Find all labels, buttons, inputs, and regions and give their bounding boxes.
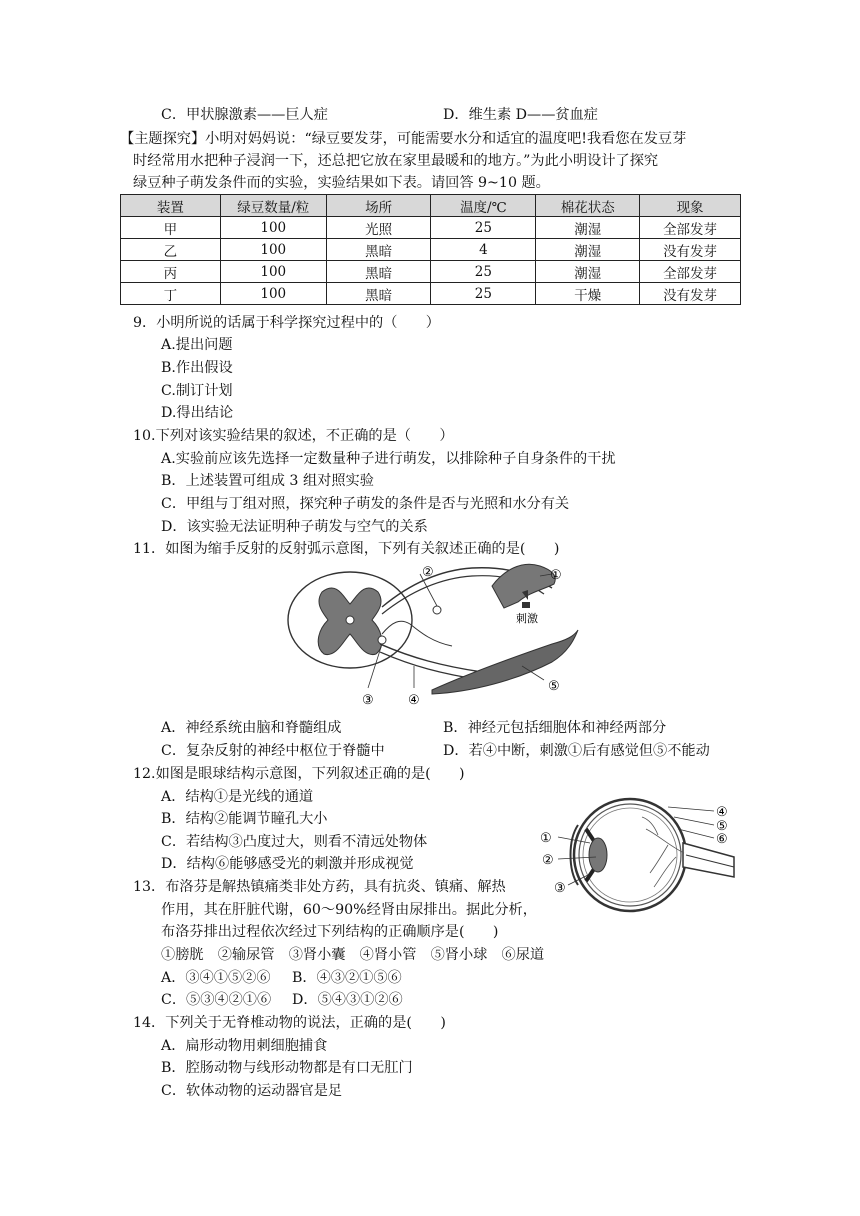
q14-stem: 14．下列关于无脊椎动物的说法，正确的是( ): [133, 1015, 446, 1031]
q13-option-a: A．③④①⑤②⑥: [161, 970, 271, 986]
table-cell: 干燥: [536, 283, 640, 305]
table-cell: 100: [220, 283, 326, 305]
table-cell: 全部发芽: [640, 217, 741, 239]
q13-option-c: C．⑤③④②①⑥: [161, 992, 272, 1008]
q9-option-a: A.提出问题: [161, 337, 233, 353]
table-row: [121, 261, 741, 283]
eye-label-3: ③: [554, 881, 566, 896]
q14-option-a: A．扁形动物用刺细胞捕食: [161, 1038, 328, 1054]
q11-stem: 11．如图为缩手反射的反射弧示意图，下列有关叙述正确的是( ): [133, 541, 560, 557]
reflex-label-2: ②: [422, 565, 434, 580]
q12-option-d: D．结构⑥能够感受光的刺激并形成视觉: [161, 856, 414, 872]
q13-line-1: 13．布洛芬是解热镇痛类非处方药，具有抗炎、镇痛、解热: [133, 879, 506, 895]
q13-option-b: B．④③②①⑤⑥: [292, 970, 402, 986]
table-cell: 没有发芽: [640, 283, 741, 305]
table-cell: 100: [220, 261, 326, 283]
theme-line-1: 【主题探究】小明对妈妈说：“绿豆要发芽，可能需要水分和适宜的温度吧!我看您在发豆芽: [120, 131, 687, 147]
table-cell: 100: [220, 239, 326, 261]
q13-line-2: 作用，其在肝脏代谢，60～90%经肾由尿排出。据此分析，: [161, 902, 537, 918]
optic-nerve: [683, 843, 734, 877]
table-cell: 没有发芽: [640, 239, 741, 261]
q12-option-b: B．结构②能调节瞳孔大小: [161, 811, 328, 827]
q13-line-3: 布洛芬排出过程依次经过下列结构的正确顺序是( ): [161, 924, 499, 940]
table-cell: 丁: [121, 283, 221, 305]
q14-option-b: B．腔肠动物与线形动物都是有口无肛门: [161, 1060, 413, 1076]
option-c-top: C．甲状腺激素——巨人症: [161, 107, 328, 123]
table-header: 绿豆数量/粒: [220, 195, 326, 217]
q9-stem: 9．小明所说的话属于科学探究过程中的（ ）: [133, 315, 440, 331]
table-cell: 全部发芽: [640, 261, 741, 283]
neuron-body: [378, 636, 386, 644]
q9-option-d: D.得出结论: [161, 405, 234, 421]
q13-items: ①膀胱 ②输尿管 ③肾小囊 ④肾小管 ⑤肾小球 ⑥尿道: [161, 947, 545, 963]
q12-option-c: C．若结构③凸度过大，则看不清远处物体: [161, 834, 428, 850]
table-cell: 黑暗: [326, 239, 431, 261]
reflex-arc-figure: [282, 562, 592, 712]
leader-line: [668, 807, 714, 811]
q10-option-b: B．上述装置可组成 3 组对照实验: [161, 473, 374, 489]
eye-label-6: ⑥: [716, 832, 728, 847]
q12-stem: 12.如图是眼球结构示意图，下列叙述正确的是( ): [133, 766, 465, 782]
table-cell: 25: [431, 217, 536, 239]
table-header: 棉花状态: [536, 195, 640, 217]
q14-option-c: C．软体动物的运动器官是足: [161, 1083, 343, 1099]
option-d-top: D．维生素 D——贫血症: [443, 107, 598, 123]
q11-option-c: C．复杂反射的神经中枢位于脊髓中: [161, 743, 385, 759]
table-cell: 甲: [121, 217, 221, 239]
eye-label-4: ④: [716, 805, 728, 820]
ganglion: [433, 606, 441, 614]
q11-option-d: D．若④中断，刺激①后有感觉但⑤不能动: [443, 743, 710, 759]
q10-option-a: A.实验前应该先选择一定数量种子进行萌发，以排除种子自身条件的干扰: [161, 451, 616, 467]
table-cell: 光照: [326, 217, 431, 239]
table-cell: 潮湿: [536, 261, 640, 283]
reflex-label-1: ①: [550, 568, 562, 583]
table-cell: 100: [220, 217, 326, 239]
table-row: [121, 217, 741, 239]
q10-stem: 10.下列对该实验结果的叙述，不正确的是（ ）: [133, 428, 454, 444]
central-canal: [346, 616, 354, 624]
q12-option-a: A．结构①是光线的通道: [161, 789, 314, 805]
table-cell: 4: [431, 239, 536, 261]
table-header-row: [121, 195, 741, 217]
table-header: 温度/℃: [431, 195, 536, 217]
q10-option-c: C．甲组与丁组对照，探究种子萌发的条件是否与光照和水分有关: [161, 496, 570, 512]
table-cell: 潮湿: [536, 217, 640, 239]
table-row: [121, 239, 741, 261]
table-header: 装置: [121, 195, 221, 217]
reflex-label-3: ③: [362, 693, 374, 708]
table-cell: 25: [431, 283, 536, 305]
table-header: 现象: [640, 195, 741, 217]
table-cell: 潮湿: [536, 239, 640, 261]
pin-head: [522, 602, 530, 608]
eye-label-1: ①: [540, 831, 552, 846]
lens: [589, 838, 607, 872]
q9-option-c: C.制订计划: [161, 383, 233, 399]
q13-option-d: D．⑤④③①②⑥: [292, 992, 403, 1008]
table-cell: 25: [431, 261, 536, 283]
q9-option-b: B.作出假设: [161, 360, 233, 376]
table-cell: 乙: [121, 239, 221, 261]
table-cell: 丙: [121, 261, 221, 283]
q11-option-a: A．神经系统由脑和脊髓组成: [161, 720, 342, 736]
reflex-label-5: ⑤: [548, 679, 560, 694]
reflex-label-4: ④: [408, 693, 420, 708]
q11-option-b: B．神经元包括细胞体和神经两部分: [443, 720, 667, 736]
stimulus-label: 刺激: [516, 612, 538, 625]
eye-label-5: ⑤: [716, 819, 728, 834]
table-header: 场所: [326, 195, 431, 217]
leader-line: [674, 817, 714, 825]
table-row: [121, 283, 741, 305]
eye-label-2: ②: [542, 853, 554, 868]
theme-line-3: 绿豆种子萌发条件而的实验，实验结果如下表。请回答 9~10 题。: [133, 175, 550, 191]
q10-option-d: D．该实验无法证明种子萌发与空气的关系: [161, 519, 428, 535]
finger: [492, 564, 555, 608]
table-cell: 黑暗: [326, 283, 431, 305]
theme-line-2: 时经常用水把种子浸润一下，还总把它放在家里最暖和的地方。”为此小明设计了探究: [133, 153, 659, 169]
experiment-table: [120, 194, 741, 305]
table-cell: 黑暗: [326, 261, 431, 283]
eyeball-figure: [538, 795, 738, 915]
